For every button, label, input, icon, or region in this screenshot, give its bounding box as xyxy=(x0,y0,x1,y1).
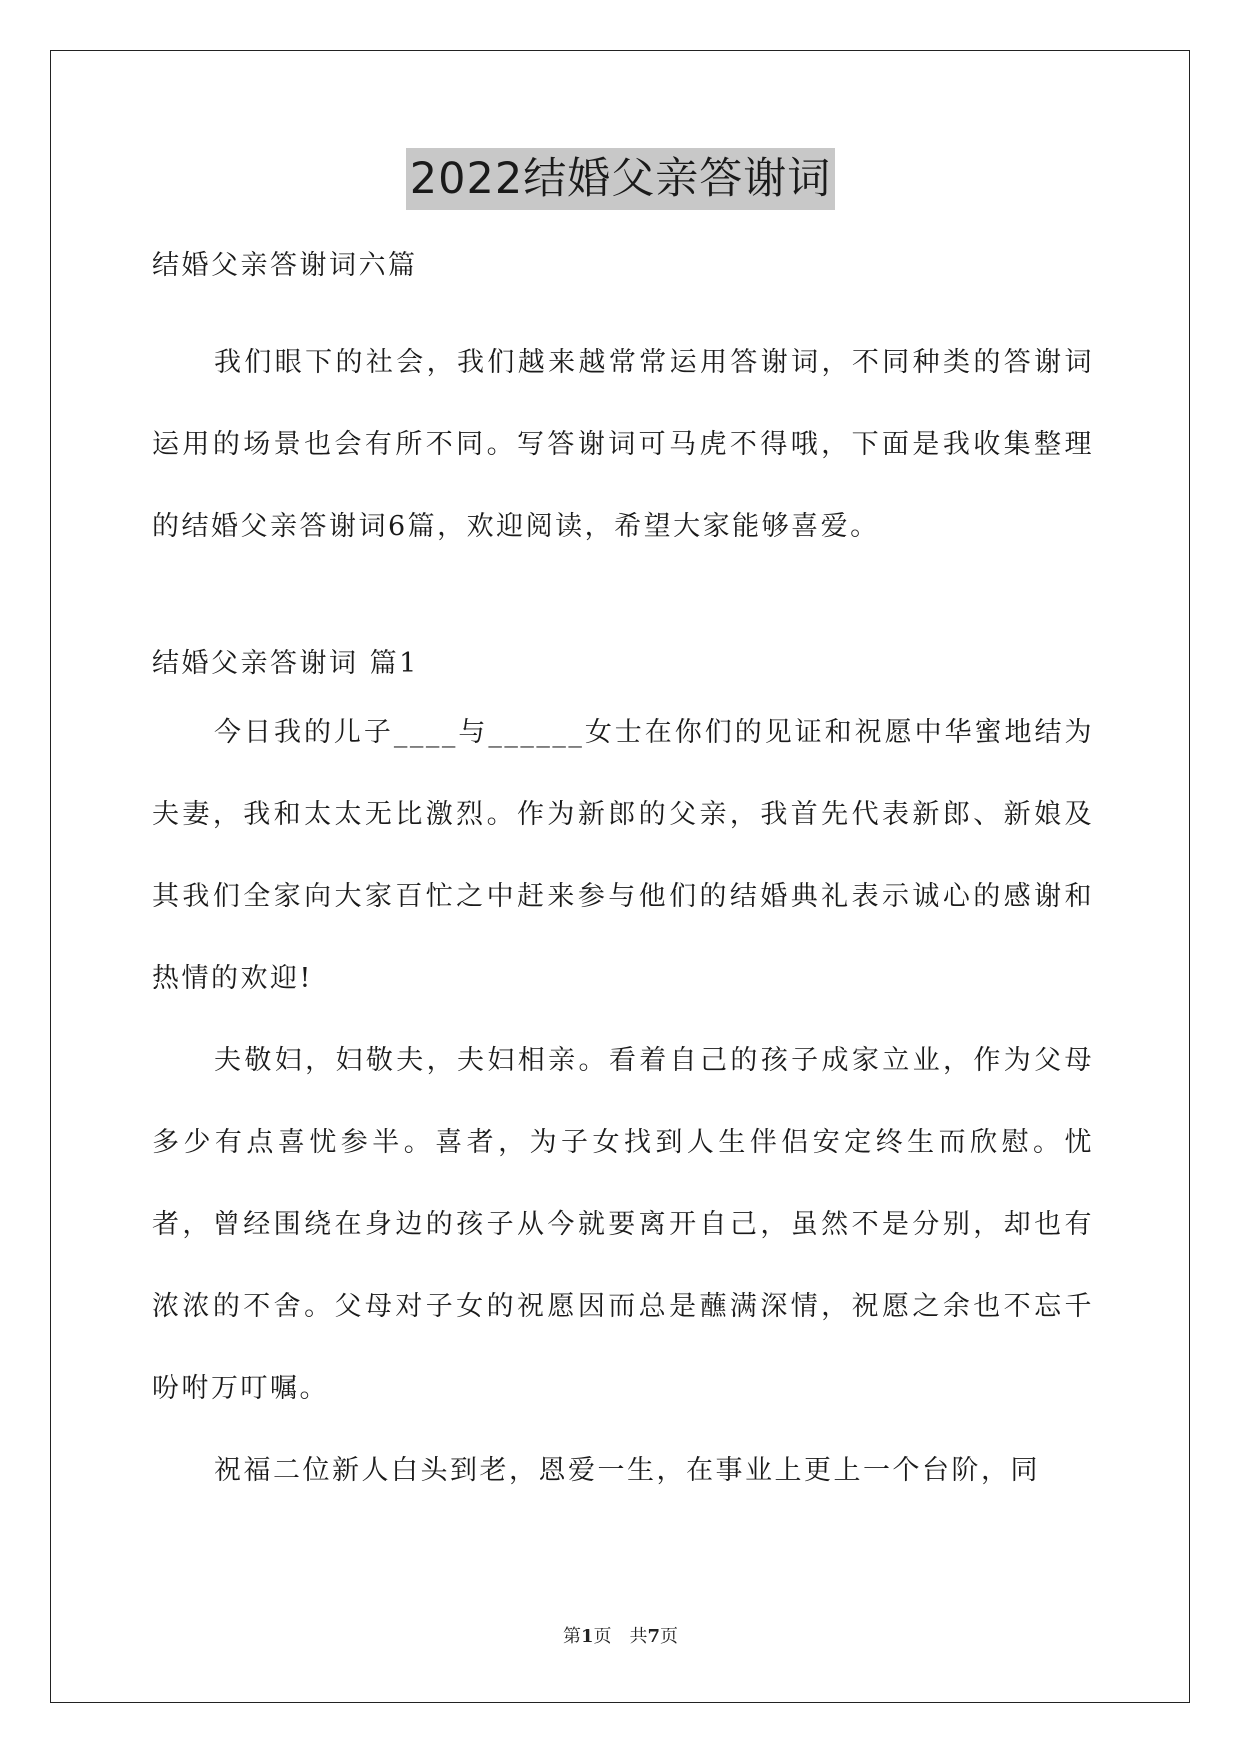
section-paragraph: 夫敬妇，妇敬夫，夫妇相亲。看着自己的孩子成家立业，作为父母多少有点喜忧参半。喜者，为子女找到人生伴侣安定终生而欣慰。忧者，曾经围绕在身边的孩子从今就要离开自己，虽然不是分别，却也有浓浓的不舍。父母对子女的祝愿因而总是蘸满深情，祝愿之余也不忘千吩咐万叮嘱。 xyxy=(152,1045,1094,1404)
footer-page-number: 1 xyxy=(580,1626,594,1647)
intro-paragraph: 我们眼下的社会，我们越来越常常运用答谢词，不同种类的答谢词运用的场景也会有所不同。写答谢词可马虎不得哦，下面是我收集整理的结婚父亲答谢词6篇，欢迎阅读，希望大家能够喜爱。 xyxy=(152,347,1094,542)
page-footer xyxy=(0,1622,1241,1648)
section-heading: 结婚父亲答谢词 篇1 xyxy=(152,648,419,679)
section-paragraph: 祝福二位新人白头到老，恩爱一生，在事业上更上一个台阶，同 xyxy=(214,1455,1040,1486)
footer-prefix: 第 xyxy=(562,1626,581,1647)
document-subtitle: 结婚父亲答谢词六篇 xyxy=(152,250,418,281)
footer-total-pages: 7 xyxy=(647,1626,661,1647)
footer-suffix: 页 xyxy=(660,1626,679,1647)
title-container xyxy=(0,148,1241,210)
footer-mid: 页 共 xyxy=(593,1626,648,1647)
section-paragraph: 今日我的儿子____与______女士在你们的见证和祝愿中华蜜地结为夫妻，我和太太无比激烈。作为新郎的父亲，我首先代表新郎、新娘及其我们全家向大家百忙之中赶来参与他们的结婚典礼表示诚心的感谢和热情的欢迎! xyxy=(152,717,1094,994)
document-body xyxy=(152,230,1094,1512)
document-title: 2022结婚父亲答谢词 xyxy=(406,148,835,210)
